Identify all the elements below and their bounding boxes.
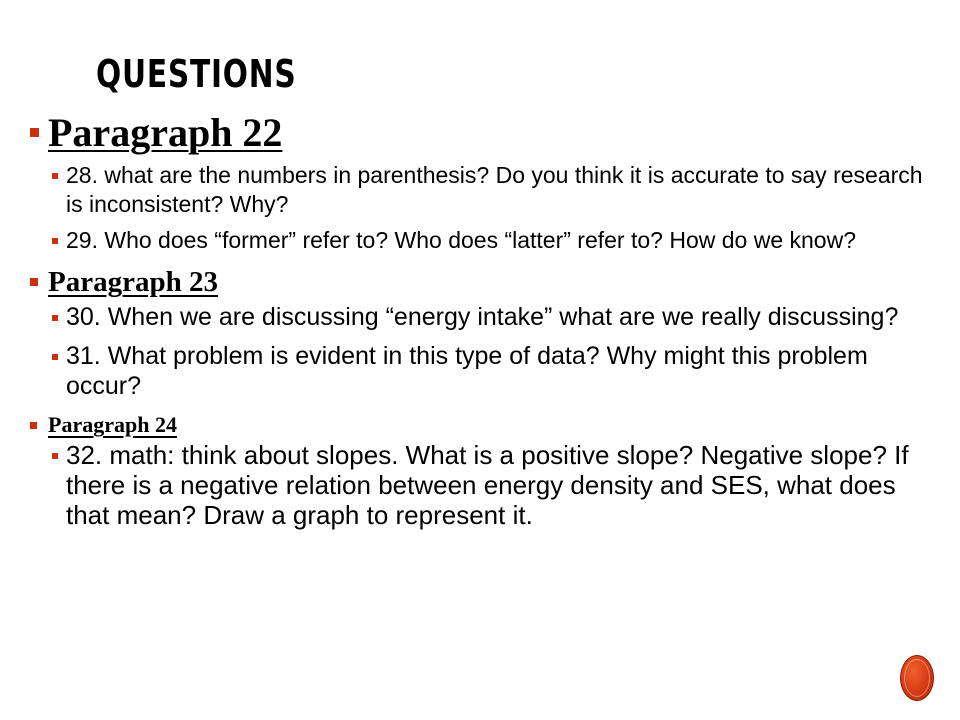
slide-nav-button[interactable] <box>900 655 934 701</box>
square-bullet-icon <box>30 128 39 137</box>
question-item <box>30 161 930 219</box>
square-bullet-icon <box>30 278 38 286</box>
question-item <box>30 341 930 401</box>
circle-icon <box>904 659 930 697</box>
section-paragraph-22 <box>30 105 930 255</box>
section-heading <box>30 410 930 440</box>
question-text: 29. Who does “former” refer to? Who does “latter” refer to? How do we know? <box>66 227 856 253</box>
square-bullet-icon <box>52 453 58 459</box>
question-list <box>30 161 930 255</box>
question-item <box>30 440 930 530</box>
question-text: 32. math: think about slopes. What is a positive slope? Negative slope? If there is a negative relation between energy density and SES, what does that mean? Draw a graph to represent it. <box>66 440 909 530</box>
question-list <box>30 440 930 530</box>
question-text: 31. What problem is evident in this type of data? Why might this problem occur? <box>66 342 868 400</box>
section-paragraph-24 <box>30 410 930 530</box>
section-heading-text: Paragraph 24 <box>48 412 177 437</box>
question-item <box>30 302 930 332</box>
slide-content <box>30 105 930 530</box>
square-bullet-icon <box>52 173 58 179</box>
square-bullet-icon <box>52 238 58 244</box>
question-item <box>30 226 930 255</box>
square-bullet-icon <box>52 315 58 321</box>
section-heading-text: Paragraph 23 <box>48 266 218 298</box>
section-heading <box>30 105 930 161</box>
square-bullet-icon <box>30 422 37 429</box>
question-list <box>30 302 930 401</box>
section-heading <box>30 262 930 302</box>
question-text: 30. When we are discussing “energy intake” what are we really discussing? <box>66 303 899 331</box>
square-bullet-icon <box>52 354 58 360</box>
question-text: 28. what are the numbers in parenthesis? Do you think it is accurate to say research is inconsistent? Why? <box>66 162 923 217</box>
section-paragraph-23 <box>30 262 930 401</box>
section-heading-text: Paragraph 22 <box>48 110 283 155</box>
slide-title: QUESTIONS <box>96 52 297 96</box>
